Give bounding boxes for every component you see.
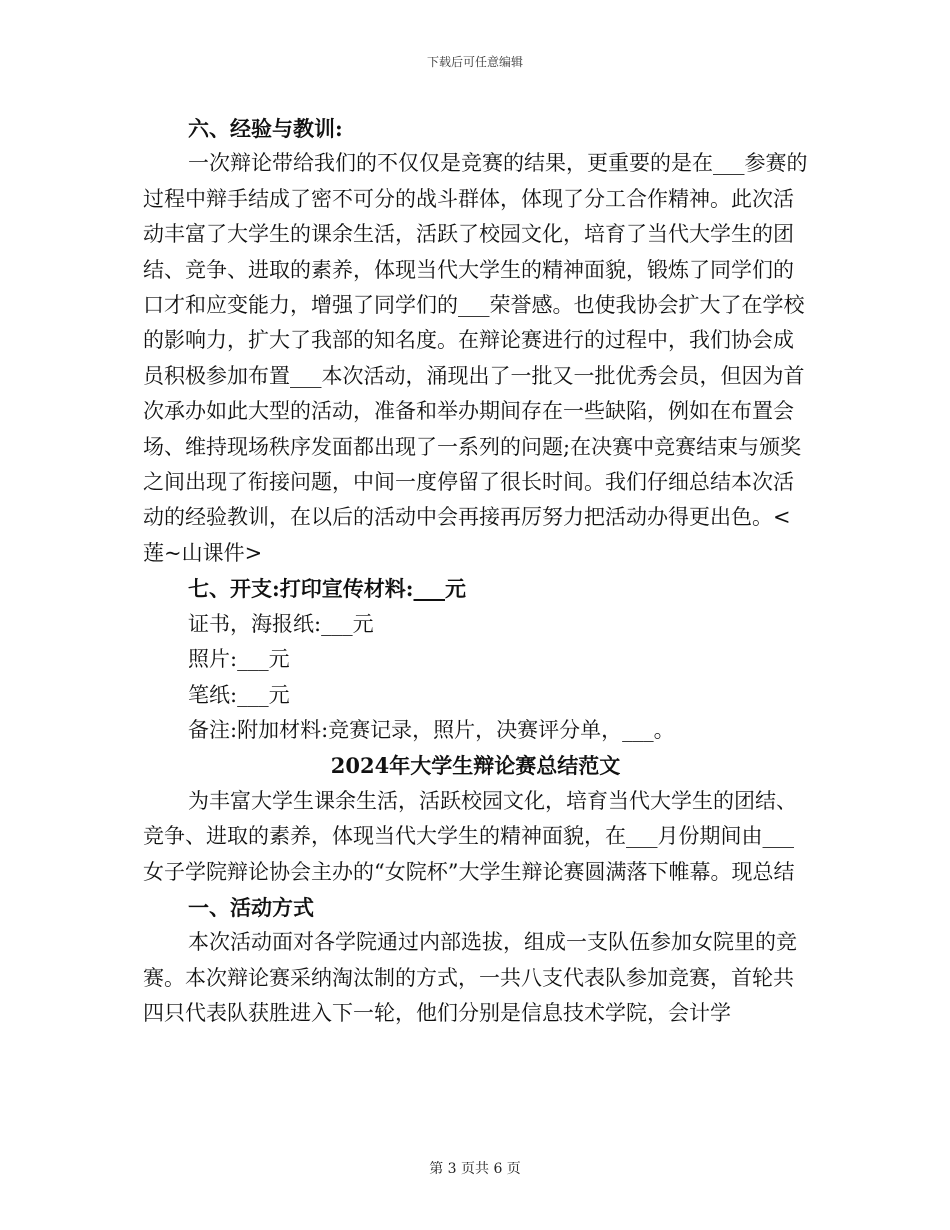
page-header: 下载后可任意编辑 <box>426 55 523 69</box>
section-1-heading: 一、活动方式 <box>188 894 314 920</box>
expense-item: 笔纸:___元 <box>188 682 290 707</box>
section-6-heading: 六、经验与教训: <box>188 116 343 141</box>
section-1-paragraph: 本次活动面对各学院通过内部选拔，组成一支队伍参加女院里的竞赛。本次辩论赛采纳淘汰制的方式，一共八支代表队参加竞赛，首轮共四只代表队获胜进入下一轮，他们分别是信息技术学院，会计学 <box>143 930 797 1026</box>
expense-item: 照片:___元 <box>188 647 290 672</box>
expense-note: 备注:附加材料:竞赛记录，照片，决赛评分单，___。 <box>188 717 675 742</box>
article-intro-paragraph: 为丰富大学生课余生活，活跃校园文化，培育当代大学生的团结、竞争、进取的素养，体现当代大学生的精神面貌，在___月份期间由___女子学院辩论协会主办的“女院杯”大学生辩论赛圆满落下帷幕。现总结 <box>143 788 797 884</box>
article-title: 2024年大学生辩论赛总结范文 <box>330 753 621 779</box>
expense-item: 证书，海报纸:___元 <box>188 611 374 636</box>
document-body <box>143 111 808 1032</box>
section-6-paragraph: 一次辩论带给我们的不仅仅是竞赛的结果，更重要的是在___参赛的过程中辩手结成了密不可分的战斗群体，体现了分工合作精神。此次活动丰富了大学生的课余生活，活跃了校园文化，培育了当代大学生的团结、竞争、进取的素养，体现当代大学生的精神面貌，锻炼了同学们的口才和应变能力，增强了同学们的___荣誉感。也使我协会扩大了在学校的影响力，扩大了我部的知名度。在辩论赛进行的过程中，我们协会成员积极参加布置___本次活动，涌现出了一批又一批优秀会员，但因为首次承办如此大型的活动，准备和举办期间存在一些缺陷，例如在布置会场、维持现场秩序发面都出现了一系列的问题;在决赛中竞赛结束与颁奖之间出现了衔接问题，中间一度停留了很长时间。我们仔细总结本次活动的经验教训，在以后的活动中会再接再厉努力把活动办得更出色。<莲~山课件> <box>143 151 808 565</box>
page-footer: 第 3 页共 6 页 <box>429 1161 521 1177</box>
section-7-heading: 七、开支:打印宣传材料:___元 <box>188 576 467 602</box>
